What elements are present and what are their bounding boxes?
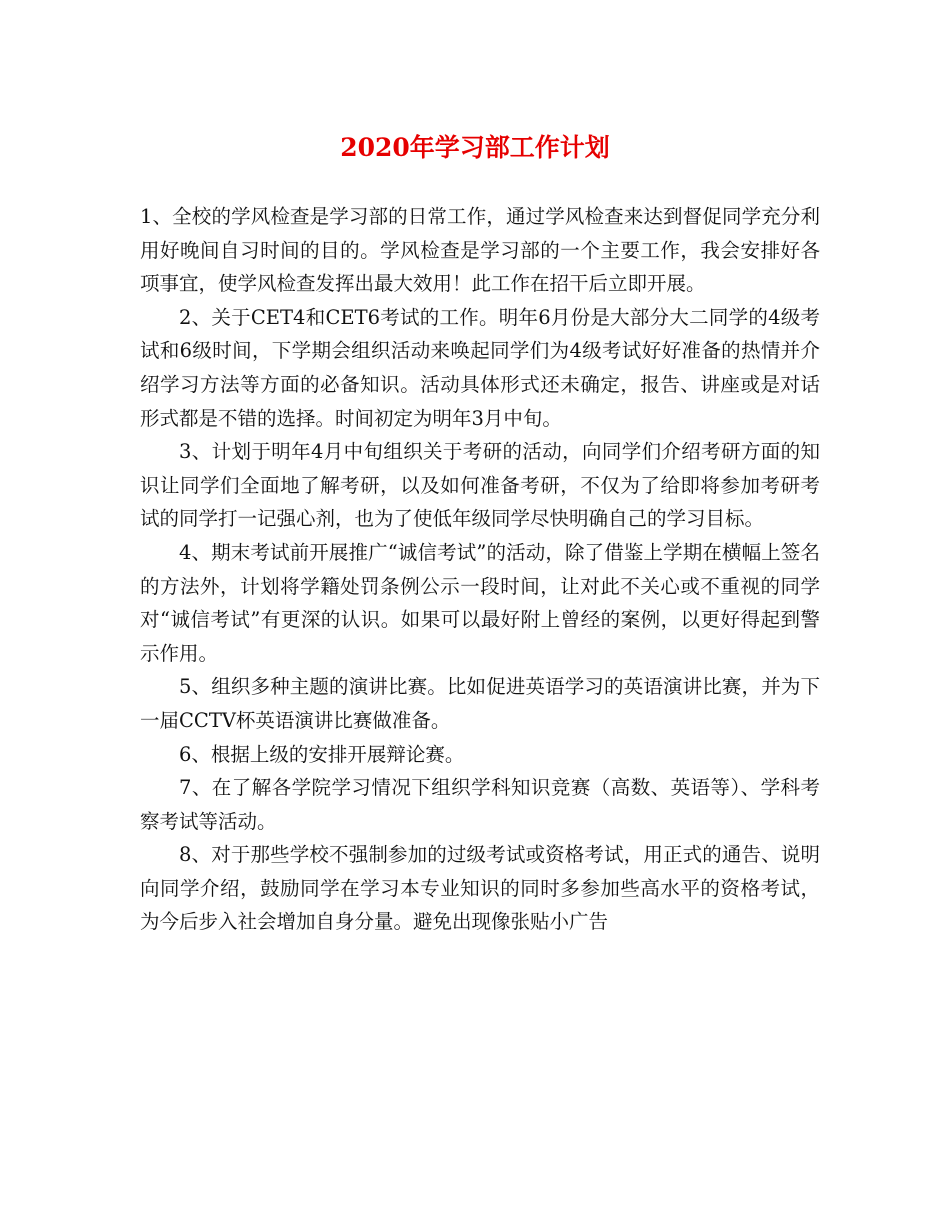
document-body [140,200,820,939]
paragraph-5: 5、组织多种主题的演讲比赛。比如促进英语学习的英语演讲比赛，并为下一届CCTV杯英语演讲比赛做准备。 [140,675,820,732]
paragraph-6: 6、根据上级的安排开展辩论赛。 [179,742,465,766]
paragraph-2: 2、关于CET4和CET6考试的工作。明年6月份是大部分大二同学的4级考试和6级时间，下学期会组织活动来唤起同学们为4级考试好好准备的热情并介绍学习方法等方面的必备知识。活动具体形式还未确定，报告、讲座或是对话形式都是不错的选择。时间初定为明年3月中旬。 [140,305,820,430]
paragraph-8: 8、对于那些学校不强制参加的过级考试或资格考试，用正式的通告、说明向同学介绍，鼓励同学在学习本专业知识的同时多参加些高水平的资格考试，为今后步入社会增加自身分量。避免出现像张贴小广告 [140,843,820,934]
paragraph-4: 4、期末考试前开展推广“诚信考试”的活动，除了借鉴上学期在横幅上签名的方法外，计划将学籍处罚条例公示一段时间，让对此不关心或不重视的同学对“诚信考试”有更深的认识。如果可以最好附上曾经的案例，以更好得起到警示作用。 [140,540,820,665]
paragraph-3: 3、计划于明年4月中旬组织关于考研的活动，向同学们介绍考研方面的知识让同学们全面地了解考研，以及如何准备考研，不仅为了给即将参加考研考试的同学打一记强心剂，也为了使低年级同学尽快明确自己的学习目标。 [140,440,820,531]
paragraph-1: 1、全校的学风检查是学习部的日常工作，通过学风检查来达到督促同学充分利用好晚间自习时间的目的。学风检查是学习部的一个主要工作，我会安排好各项事宜，使学风检查发挥出最大效用！此工作在招干后立即开展。 [140,205,820,296]
document-title: 2020年学习部工作计划 [340,133,610,162]
paragraph-7: 7、在了解各学院学习情况下组织学科知识竞赛（高数、英语等）、学科考察考试等活动。 [140,776,820,833]
